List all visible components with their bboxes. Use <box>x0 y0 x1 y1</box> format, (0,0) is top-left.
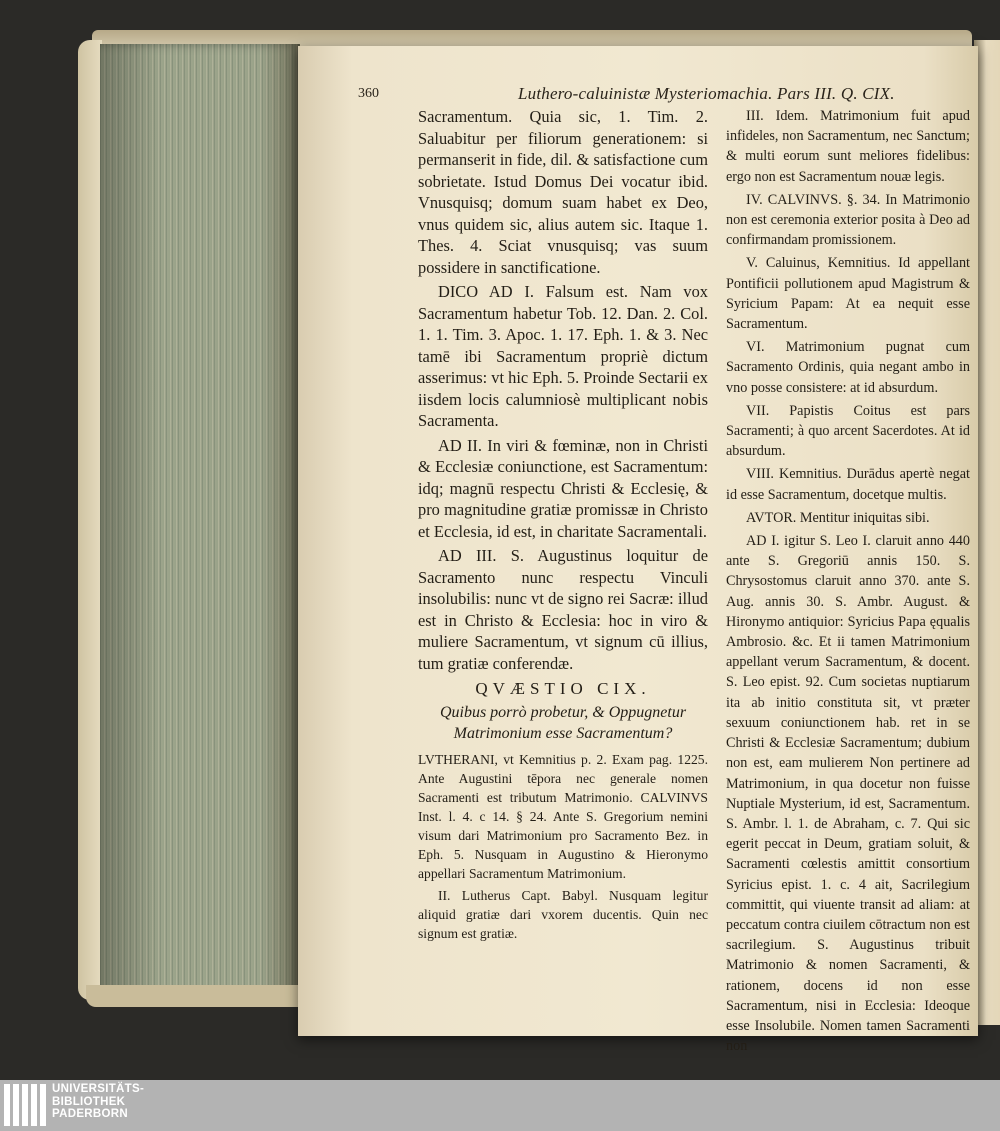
paragraph: AVTOR. Mentitur iniquitas sibi. <box>746 509 930 526</box>
paragraph: Sacramentum. Quia sic, 1. Tim. 2. Saluabitur per filiorum generationem: si permanserit in fide, dil. & satisfactione cum sobrietate. Istud Domus Dei vocatur ibid. Vnusquisq; domum suam habet ex Deo, vnus quidem sic, alius autem sic. Itaque 1. Thes. 4. Sciat vnusquisq; vas suum possidere in sanctificatione. <box>418 107 708 277</box>
paragraph: DICO AD I. Falsum est. Nam vox Sacramentum habetur Tob. 12. Dan. 2. Col. 1. 1. Tim. 3. Apoc. 1. 17. Eph. 1. & 3. Nec tamē ibi Sacramentum propriè dictum asserimus: vt hic Eph. 5. Proinde Sectarii ex iisdem locis calumniosè multiplicant nobis Sacramenta. <box>418 282 708 430</box>
paragraph: III. Idem. Matrimonium fuit apud infideles, non Sacramentum, nec Sanctum; & multi eorum sunt meliores fidelibus: ergo non est Sacramentum nouæ legis. <box>726 108 970 185</box>
running-head: Luthero-caluinistæ Mysteriomachia. Pars III. Q. CIX. <box>518 84 895 103</box>
paragraph: AD III. S. Augustinus loquitur de Sacramento nunc respectu Vinculi insolubilis: nunc vt de signo rei Sacræ: illud est in Christo & Ecclesia: hoc in viro & muliere Sacramentum, vt signum cū illius, tum gratiæ conferendæ. <box>418 546 708 673</box>
quaestio-heading: QVÆSTIO CIX. <box>475 679 651 698</box>
left-column <box>418 106 708 946</box>
book-bottom-board <box>86 985 302 1007</box>
library-footer <box>0 1080 1000 1131</box>
paragraph: II. Lutherus Capt. Babyl. Nusquam legitur aliquid gratiæ dari vxorem ducentis. Quin nec signum est gratiæ. <box>418 887 708 941</box>
paragraph: V. Caluinus, Kemnitius. Id appellant Pontificii pollutionem apud Magistrum & Syricium Papam: At ea nequit esse Sacramentum. <box>726 255 970 333</box>
library-name-line: BIBLIOTHEK <box>52 1095 126 1108</box>
paragraph: VIII. Kemnitius. Durādus apertè negat id esse Sacramentum, docetque multis. <box>726 466 970 503</box>
library-name-line: PADERBORN <box>52 1108 128 1120</box>
library-name-line: UNIVERSITÄTS- <box>52 1083 145 1095</box>
paragraph: AD II. In viri & fœminæ, non in Christi & Ecclesiæ coniunctione, est Sacramentum: idq; magnū respectu Christi & Ecclesię, & pro magnitudine gratiæ promissæ in Christo et Ecclesia, id est, in charitate Sacramentali. <box>418 435 708 541</box>
paragraph: AD I. igitur S. Leo I. claruit anno 440 ante S. Gregoriū annis 150. S. Chrysostomus claruit anno 370. ante S. Aug. annis 30. S. Ambr. August. & Hironymo antiquior: Syricius Papa ęqualis Ambrosio. &c. Et ii tamen Matrimonium appellant verum Sacramentum, & docent. S. Leo epist. 92. Cum societas nuptiarum ita ab initio constituta sit, vt præter sexuum coniunctionem hab. ret in se Christi & Ecclesiæ Sacramentum; dubium non est, eam mulierem Non pertinere ad Matrimonium, in qua docetur non fuisse Nuptiale Mysterium, id est, Sacramentum. S. Ambr. l. 1. de Abraham, c. 7. Qui sic egerit peccat in Deum, gratiam soluit, & Sacramenti cœlestis amittit consortium Syricius epist. 1. c. 4 ait, Sacrilegium committit, qui viuente transit ad aliam: at peccatum contra ciuilem cōtractum non est sacrilegium. S. Augustinus tribuit Matrimonio & nomen Sacramenti, & rationem, docens id non esse Sacramentum, nisi in Ecclesia: Ideoque esse Insolubile. Nomen tamen Sacramenti non <box>726 533 970 1055</box>
quaestio-title: Quibus porrò probetur, & Oppugnetur Matrimonium esse Sacramentum? <box>439 703 687 742</box>
book-spine-edge <box>78 40 102 1000</box>
library-logo-icon <box>4 1084 46 1126</box>
page-block-shading <box>100 44 300 1002</box>
library-name <box>52 1083 144 1121</box>
book-page <box>298 46 978 1055</box>
paragraph: LVTHERANI, vt Kemnitius p. 2. Exam pag. 1225. Ante Augustini tēpora nec generale nomen Sacramenti est tributum Matrimonio. CALVINVS Inst. l. 4. c 14. § 24. Ante S. Gregorium nemini visum dari Matrimonium pro Sacramento Bez. in Eph. 5. Nusquam in Augustino & Hieronymo appellari Sacramentum Matrimonium. <box>418 751 708 881</box>
paragraph: VII. Papistis Coitus est pars Sacramenti; à quo arcent Sacerdotes. At id absurdum. <box>726 402 970 460</box>
page-number: 360 <box>358 86 379 101</box>
paragraph: IV. CALVINVS. §. 34. In Matrimonio non est ceremonia exterior posita à Deo ad confirmandam promissionem. <box>726 191 970 249</box>
paragraph: VI. Matrimonium pugnat cum Sacramento Ordinis, quia negant ambo in vno posse consistere: at id absurdum. <box>726 339 970 396</box>
right-column <box>726 106 970 1059</box>
